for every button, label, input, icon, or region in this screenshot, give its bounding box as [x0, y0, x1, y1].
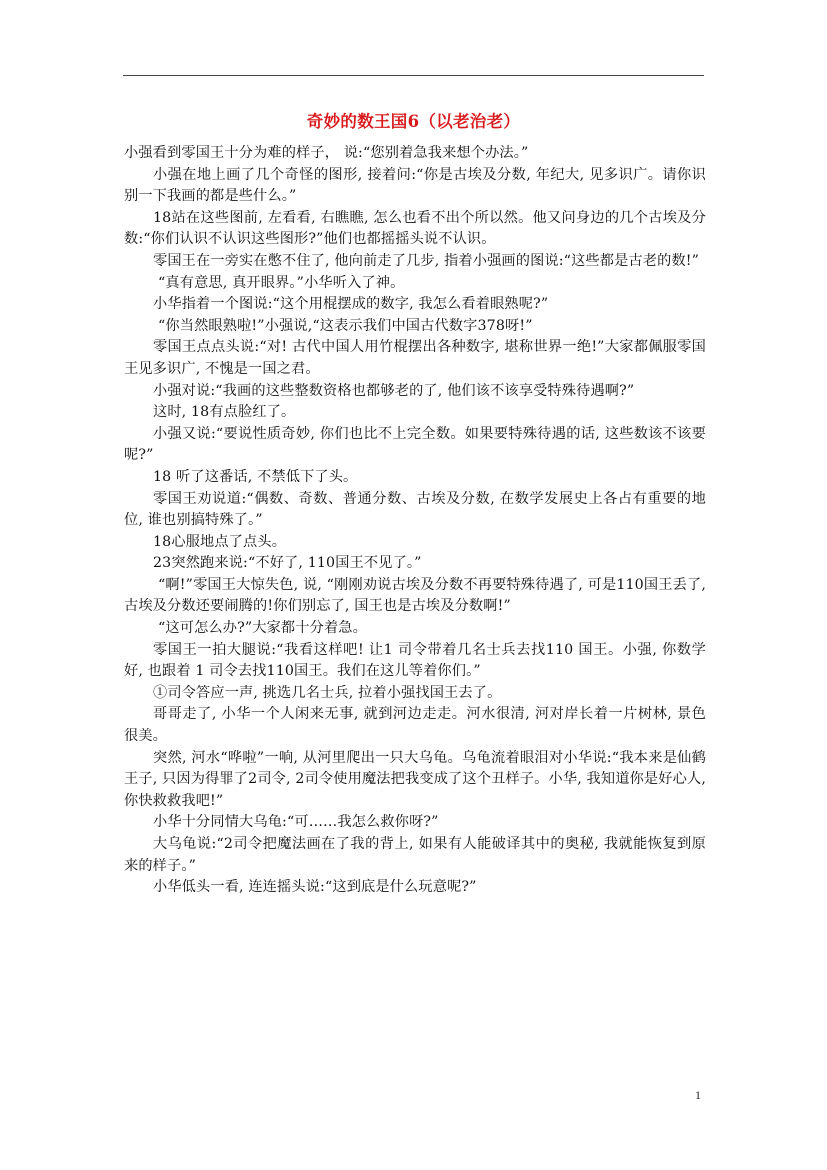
- paragraph: “你当然眼熟啦!”小强说,“这表示我们中国古代数字378呀!”: [158, 317, 533, 334]
- paragraph: “啊!”零国王大惊失色, 说, “刚刚劝说古埃及分数不再要特殊待遇了, 可是110国王丢了, 古埃及分数还要闹腾的!你们别忘了, 国王也是古埃及分数啊!”: [124, 576, 706, 615]
- page-number: 1: [695, 1088, 701, 1102]
- paragraph: 小强看到零国王十分为难的样子， 说:“您别着急我来想个办法。”: [124, 145, 529, 161]
- paragraph: ①司令答应一声, 挑选几名士兵, 拉着小强找国王去了。: [153, 684, 502, 701]
- paragraph: 零国王点点头说:“对! 古代中国人用竹棍摆出各种数字, 堪称世界一绝!”大家都佩服零国王见多识广, 不愧是一国之君。: [124, 339, 706, 377]
- body-text: [124, 143, 706, 899]
- paragraph: 小华十分同情大乌龟:“可……我怎么救你呀?”: [153, 814, 439, 831]
- paragraph: 23突然跑来说:“不好了, 110国王不见了。”: [153, 555, 422, 572]
- paragraph: 小强又说:“要说性质奇妙, 你们也比不上完全数。如果要特殊待遇的话, 这些数该不该要呢?”: [124, 425, 706, 464]
- paragraph: 小强对说:“我画的这些整数资格也都够老的了, 他们该不该享受特殊待遇啊?”: [153, 382, 635, 399]
- header-rule: [123, 75, 704, 76]
- paragraph: 零国王一拍大腿说:“我看这样吧! 让1 司令带着几名士兵去找110 国王。小强, 你数学好, 也跟着 1 司令去找110国王。我们在这儿等着你们。”: [124, 641, 706, 680]
- paragraph: 18站在这些图前, 左看看, 右瞧瞧, 怎么也看不出个所以然。他又问身边的几个古埃及分数:“你们认识不认识这些图形?”他们也都摇摇头说不认识。: [124, 209, 706, 248]
- paragraph: 小华指着一个图说:“这个用棍摆成的数字, 我怎么看着眼熟呢?”: [153, 296, 549, 313]
- paragraph: 大乌龟说:“2司令把魔法画在了我的背上, 如果有人能破译其中的奥秘, 我就能恢复到原来的样子。”: [124, 836, 706, 874]
- paragraph: 这时, 18有点脸红了。: [153, 404, 296, 421]
- paragraph: “这可怎么办?”大家都十分着急。: [158, 620, 367, 637]
- paragraph: 小强在地上画了几个奇怪的图形, 接着问:“你是古埃及分数, 年纪大, 见多识广。请你识别一下我画的都是些什么。”: [124, 166, 706, 205]
- paragraph: 18 听了这番话, 不禁低下了头。: [153, 468, 358, 485]
- paragraph: 小华低头一看, 连连摇头说:“这到底是什么玩意呢?”: [153, 879, 477, 896]
- paragraph: 突然, 河水“哗啦”一响, 从河里爬出一只大乌龟。乌龟流着眼泪对小华说:“我本来是仙鹤王子, 只因为得罪了2司令, 2司令使用魔法把我变成了这个丑样子。小华, 我知道你是好心人, 你快救救我吧!”: [124, 749, 706, 809]
- paragraph: 零国王劝说道:“偶数、奇数、普通分数、古埃及分数, 在数学发展史上各占有重要的地位, 谁也别搞特殊了。”: [124, 490, 706, 529]
- document-title: 奇妙的数王国6（以老治老）: [306, 112, 521, 131]
- paragraph: 18心服地点了点头。: [153, 533, 287, 550]
- paragraph: 哥哥走了, 小华一个人闲来无事, 就到河边走走。河水很清, 河对岸长着一片树林, 景色很美。: [124, 706, 706, 745]
- paragraph: 零国王在一旁实在憋不住了, 他向前走了几步, 指着小强画的图说:“这些都是古老的数!”: [153, 252, 700, 269]
- paragraph: “真有意思, 真开眼界。”小华听入了神。: [158, 274, 405, 291]
